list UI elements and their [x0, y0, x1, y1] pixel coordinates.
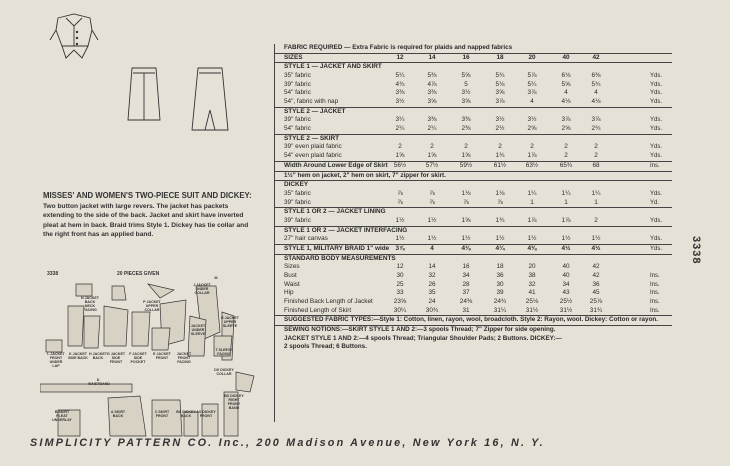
cell-value: 2 [530, 143, 534, 151]
piece-label-f: F JACKET SIDE POCKET [129, 352, 147, 364]
cell-value: 30¾ [425, 306, 439, 314]
pattern-pieces-diagram [40, 276, 300, 446]
piece-label-dx: DX DICKEY COLLAR [214, 368, 234, 376]
unit-label: Yds. [650, 190, 663, 197]
cell-value: 37 [462, 289, 470, 297]
row-label: STYLE 1, MILITARY BRAID 1" wide [284, 244, 390, 252]
cell-value: 4⅛ [591, 98, 601, 106]
cell-value: 5 [464, 80, 468, 88]
row-label: 27" hair canvas [284, 235, 328, 243]
cell-value: ⅞ [397, 189, 403, 197]
cell-value: 1½ [495, 235, 505, 243]
cell-value: 3½ [395, 98, 405, 106]
cell-value: 40 [562, 263, 570, 271]
table-row [274, 89, 672, 98]
cell-value: 6⅜ [591, 71, 601, 79]
section-title-label: STYLE 1 — JACKET AND SKIRT [284, 63, 382, 71]
cell-value: 28 [462, 280, 470, 288]
size-header: 14 [428, 53, 436, 61]
cell-value: 2½ [495, 125, 505, 133]
cell-value: 4½ [591, 244, 601, 252]
table-row [274, 81, 672, 90]
unit-label: Yds. [650, 72, 663, 79]
cell-value: 5¾ [495, 71, 505, 79]
table-row [274, 272, 672, 281]
cell-value: 33 [396, 289, 404, 297]
cell-value: 1½ [427, 216, 437, 224]
cell-value: 31 [462, 306, 470, 314]
piece-label-h: H JACKET BACK [89, 352, 107, 360]
table-row [274, 72, 672, 81]
cell-value: 2 [594, 152, 598, 160]
sewing-notions-2: JACKET STYLE 1 AND 2:—4 spools Thread; Triangular Shoulder Pads; 2 Buttons. DICKEY:— [284, 334, 562, 342]
piece-label-a: A SKIRT BACK [110, 410, 126, 418]
cell-value: 1½ [561, 235, 571, 243]
style-description [43, 191, 256, 240]
table-row [274, 298, 672, 307]
cell-value: 18 [496, 263, 504, 271]
unit-label: Ins. [650, 273, 660, 279]
row-label: Finished Length of Skirt [284, 306, 352, 314]
sewing-notions-1: SEWING NOTIONS:—SKIRT STYLE 1 AND 2:—3 spools Thread; 7" Zipper for side opening. [274, 325, 672, 335]
section-title-label: STYLE 1 OR 2 — JACKET INTERFACING [284, 226, 408, 234]
cell-value: 39 [496, 289, 504, 297]
table-row [274, 143, 672, 152]
cell-value: 3½ [527, 116, 537, 124]
cell-value: 3⅞ [527, 89, 537, 97]
cell-value: 38 [528, 272, 536, 279]
cell-value: 5⅝ [461, 71, 471, 79]
table-row [274, 125, 672, 134]
cell-value: 42 [592, 272, 600, 279]
table-row [274, 244, 672, 254]
row-label: 54" fabric [284, 125, 311, 133]
table-row [274, 190, 672, 199]
cell-value: 25½ [559, 298, 573, 306]
section-title [274, 207, 672, 217]
section-title [274, 226, 672, 236]
skirt-illustration-2 [192, 68, 228, 130]
cell-value: 24 [428, 298, 436, 306]
cell-value: 23⅝ [393, 298, 407, 306]
cell-value: 2 [564, 152, 568, 160]
cell-value: 1⅝ [461, 216, 471, 224]
row-label: 54" fabric [284, 89, 311, 97]
section-title-label: STYLE 2 — JACKET [284, 107, 346, 115]
sizes-label: SIZES [284, 53, 303, 61]
cell-value: 1⅝ [461, 152, 471, 160]
row-label: 54", fabric with nap [284, 98, 339, 106]
table-row [274, 235, 672, 244]
piece-label-r: R JACKET UPPER SLEEVE [221, 316, 239, 328]
cell-value: 4 [594, 89, 598, 97]
piece-label-c: C SKIRT FRONT [154, 410, 170, 418]
description-heading: MISSES' AND WOMEN'S TWO-PIECE SUIT AND DICKEY: [43, 191, 252, 200]
section-title [274, 107, 672, 117]
cell-value: 1⅝ [395, 152, 405, 160]
table-row [274, 263, 672, 272]
size-header: 40 [562, 53, 570, 61]
section-note: 1½" hem on jacket, 2" hem on skirt, 7" zipper for skirt. [274, 171, 672, 181]
cell-value: 24⅜ [459, 298, 473, 306]
row-label: Waist [284, 280, 300, 288]
piece-label-bx-band: BX DICKEY RIGHT FRONT BAND [224, 394, 244, 410]
cell-value: 3½ [461, 89, 471, 97]
piece-label-m: M [214, 276, 218, 280]
cell-value: 2¼ [395, 125, 405, 133]
cell-value: 3⅝ [495, 89, 505, 97]
cell-value: 3⅝ [427, 98, 437, 106]
cell-value: 26 [428, 280, 436, 288]
unit-label: Yds. [650, 90, 663, 97]
cell-value: 40 [562, 272, 570, 279]
cell-value: 5¼ [527, 80, 537, 88]
cell-value: 2 [564, 143, 568, 151]
cell-value: 24¾ [493, 298, 507, 306]
cell-value: 3⅞ [495, 98, 505, 106]
cell-value: 3⅞ [395, 244, 405, 252]
cell-value: ⅞ [429, 189, 435, 197]
cell-value: 43 [562, 289, 570, 297]
cell-value: 25⅞ [589, 298, 603, 306]
piece-label-p: P JACKET UPPER COLLAR [143, 300, 161, 312]
cell-value: ⅞ [429, 198, 435, 206]
unit-label: Yds. [650, 99, 663, 106]
cell-value: 1 [530, 198, 534, 206]
size-header: 42 [592, 53, 600, 61]
cell-value: 1½ [591, 235, 601, 243]
table-row [274, 307, 672, 316]
table-row [274, 199, 672, 208]
cell-value: 1½ [461, 235, 471, 243]
cell-value: 1⅞ [527, 216, 537, 224]
section-title [274, 254, 672, 264]
cell-value: 4 [530, 98, 534, 106]
cell-value: 4½ [561, 244, 571, 252]
cell-value: ⅞ [397, 198, 403, 206]
cell-value: 4 [564, 89, 568, 97]
sewing-notions-3: 2 spools Thread; 6 Buttons. [284, 343, 367, 351]
cell-value: 1⅛ [461, 189, 471, 197]
row-label: 39" even plaid fabric [284, 143, 342, 151]
cell-value: 4⅛ [461, 244, 471, 252]
description-body: Two button jacket with large revers. The jacket has packets extending to the side of the back. Jacket and skirt have inverted pleat at hem in back. Braid trims Style 1. Dickey has tie collar and the right front has an applied band. [43, 202, 249, 239]
size-header: 20 [528, 53, 536, 61]
cell-value: 30¼ [393, 306, 407, 314]
cell-value: 3½ [495, 116, 505, 124]
section-title-label: STYLE 1 OR 2 — JACKET LINING [284, 208, 386, 216]
publisher-footer: SIMPLICITY PATTERN CO. Inc., 200 Madison Avenue, New York 16, N. Y. [30, 437, 545, 449]
unit-label: Ins. [650, 299, 660, 306]
cell-value: 4¾ [395, 80, 405, 88]
table-row [274, 281, 672, 290]
row-label: Width Around Lower Edge of Skirt [284, 161, 388, 169]
piece-label-j: J JACKET UNDER COLLAR [193, 283, 211, 295]
cell-value: 2 [594, 143, 598, 151]
cell-value: 4¼ [495, 244, 505, 252]
suggested-fabric-types: SUGGESTED FABRIC TYPES:—Style 1: Cotton, linen, rayon, wool, broadcloth. Style 2: Rayon, wool. Dickey: Cotton or rayon. [274, 315, 672, 325]
fabric-required-note: FABRIC REQUIRED — Extra Fabric is required for plaids and napped fabrics [284, 44, 513, 51]
fabric-table [274, 44, 672, 352]
cell-value: 42 [592, 263, 600, 271]
cell-value: 1½ [427, 235, 437, 243]
cell-value: 1 [564, 198, 568, 206]
cell-value: 65¾ [559, 161, 573, 169]
cell-value: 6⅛ [561, 71, 571, 79]
cell-value: 1¼ [527, 189, 537, 197]
cell-value: 14 [428, 263, 436, 271]
size-header: 12 [396, 53, 404, 61]
unit-label: Yd. [650, 199, 660, 206]
piece-label-front-facing: JACKET FRONT FACING [176, 352, 192, 364]
cell-value: 1⅝ [427, 152, 437, 160]
piece-label-t: T SLEEVE FACING [215, 348, 233, 356]
unit-label: Yds. [650, 117, 663, 124]
unit-label: Yds. [650, 144, 663, 151]
row-label: Sizes [284, 263, 300, 271]
unit-label: Yds. [650, 126, 663, 133]
cell-value: 1⅛ [495, 189, 505, 197]
unit-label: Yds. [650, 153, 663, 160]
unit-label: Ins. [650, 307, 660, 314]
section-title-label: STYLE 2 — SKIRT [284, 134, 340, 142]
dickey-illustration [50, 14, 98, 58]
cell-value: 57½ [425, 161, 439, 169]
row-label: 35" fabric [284, 71, 311, 79]
cell-value: 2 [398, 143, 402, 151]
cell-value: 4 [430, 244, 434, 252]
cell-value: 31¼ [493, 306, 507, 314]
cell-value: 2¼ [427, 125, 437, 133]
cell-value: 31¾ [589, 306, 603, 314]
cell-value: 3⅝ [461, 98, 471, 106]
cell-value: 31½ [525, 306, 539, 314]
cell-value: 32 [428, 272, 436, 279]
cell-value: 25 [396, 280, 404, 288]
piece-label-bx-back: BX DICKEY BACK [176, 410, 196, 418]
piece-label-n: N JACKET BACK NECK FACING [81, 296, 99, 312]
table-row [274, 289, 672, 298]
table-row [274, 161, 672, 171]
side-pattern-number: 3338 [690, 236, 702, 265]
cell-value: 1½ [395, 235, 405, 243]
cell-value: 1¾ [495, 152, 505, 160]
cell-value: ⅞ [463, 198, 469, 206]
cell-value: 5⅝ [561, 80, 571, 88]
cell-value: 2 [594, 216, 598, 224]
cell-value: 1¼ [591, 189, 601, 197]
cell-value: 32 [528, 280, 536, 288]
section-title-label: DICKEY [284, 181, 309, 189]
pieces-given: 20 PIECES GIVEN [117, 271, 160, 277]
cell-value: 20 [528, 263, 536, 271]
size-header: 16 [462, 53, 470, 61]
row-label: 54" even plaid fabric [284, 152, 342, 160]
row-label: Bust [284, 272, 297, 279]
cell-value: 1⅞ [561, 216, 571, 224]
cell-value: 34 [562, 280, 570, 288]
cell-value: 3⅜ [427, 89, 437, 97]
row-label: 39" fabric [284, 198, 311, 206]
row-label: 39" fabric [284, 80, 311, 88]
section-title-label: STANDARD BODY MEASUREMENTS [284, 254, 396, 262]
unit-label: Ins. [650, 162, 660, 169]
cell-value: 2 [430, 143, 434, 151]
cell-value: 45 [592, 289, 600, 297]
section-title [274, 180, 672, 190]
cell-value: 5⅛ [495, 80, 505, 88]
cell-value: 34 [462, 272, 470, 279]
cell-value: 1½ [395, 216, 405, 224]
cell-value: 2⅝ [561, 125, 571, 133]
cell-value: 59½ [459, 161, 473, 169]
skirt-illustration-1 [128, 68, 160, 120]
cell-value: 68 [592, 161, 600, 169]
cell-value: 3⅜ [395, 89, 405, 97]
unit-label: Ins. [650, 290, 660, 297]
cell-value: 2⅜ [461, 125, 471, 133]
row-label: 39" fabric [284, 216, 311, 224]
cell-value: 3⅜ [427, 116, 437, 124]
piece-label-g: G JACKET SIDE FRONT [106, 352, 126, 364]
cell-value: 36 [592, 280, 600, 288]
cell-value: 2⅝ [527, 125, 537, 133]
cell-value: 30 [496, 280, 504, 288]
table-row [274, 152, 672, 161]
cell-value: 4⅜ [527, 244, 537, 252]
section-title [274, 134, 672, 144]
cell-value: 5¾ [591, 80, 601, 88]
table-row [274, 98, 672, 107]
row-label: 35" fabric [284, 189, 311, 197]
section-title [274, 62, 672, 72]
cell-value: 4⅞ [427, 80, 437, 88]
piece-label-ax: AX DICKEY FRONT [196, 410, 216, 418]
cell-value: 3⅞ [561, 116, 571, 124]
cell-value: 1¼ [561, 189, 571, 197]
cell-value: 4⅛ [561, 98, 571, 106]
cell-value: 2 [464, 143, 468, 151]
piece-label-k: K JACKET SIDE BACK [68, 352, 88, 360]
cell-value: 12 [396, 263, 404, 271]
piece-label-under-sleeve: JACKET UNDER SLEEVE [190, 324, 206, 336]
piece-label-b: B SKIRT PLEAT UNDERLAY [52, 410, 72, 422]
cell-value: 31½ [559, 306, 573, 314]
pattern-number: 3338 [47, 271, 59, 277]
row-label: 39" fabric [284, 116, 311, 124]
table-row [274, 116, 672, 125]
table-row [274, 217, 672, 226]
cell-value: 36 [496, 272, 504, 279]
garment-illustrations [0, 0, 260, 190]
unit-label: Yds. [650, 245, 663, 252]
cell-value: 30 [396, 272, 404, 279]
unit-label: Yds. [650, 217, 663, 224]
cell-value: 3¼ [395, 116, 405, 124]
cell-value: 1¾ [495, 216, 505, 224]
unit-label: Ins. [650, 281, 660, 288]
piece-label-e: E JACKET FRONT [153, 352, 171, 360]
cell-value: 1½ [527, 235, 537, 243]
cell-value: 2¾ [591, 125, 601, 133]
cell-value: 5⅜ [427, 71, 437, 79]
unit-label: Yds. [650, 81, 663, 88]
cell-value: 1⅞ [527, 152, 537, 160]
cell-value: 5¼ [395, 71, 405, 79]
row-label: Finished Back Length of Jacket [284, 298, 373, 306]
sizes-header-row [274, 53, 672, 63]
cell-value: 1 [594, 198, 598, 206]
cell-value: ⅞ [497, 198, 503, 206]
cell-value: 3⅞ [591, 116, 601, 124]
cell-value: 63½ [525, 161, 539, 169]
cell-value: 61½ [493, 161, 507, 169]
row-label: Hip [284, 289, 294, 297]
cell-value: 41 [528, 289, 536, 297]
cell-value: 3⅜ [461, 116, 471, 124]
cell-value: 25⅛ [525, 298, 539, 306]
size-header: 18 [496, 53, 504, 61]
cell-value: 35 [428, 289, 436, 297]
piece-label-l: L JACKET FRONT UNDER LAP [47, 352, 65, 368]
cell-value: 16 [462, 263, 470, 271]
cell-value: 5⅞ [527, 71, 537, 79]
cell-value: 56½ [393, 161, 407, 169]
cell-value: 2 [498, 143, 502, 151]
unit-label: Yds. [650, 236, 663, 243]
piece-label-d: D WAISTBAND [88, 378, 110, 386]
